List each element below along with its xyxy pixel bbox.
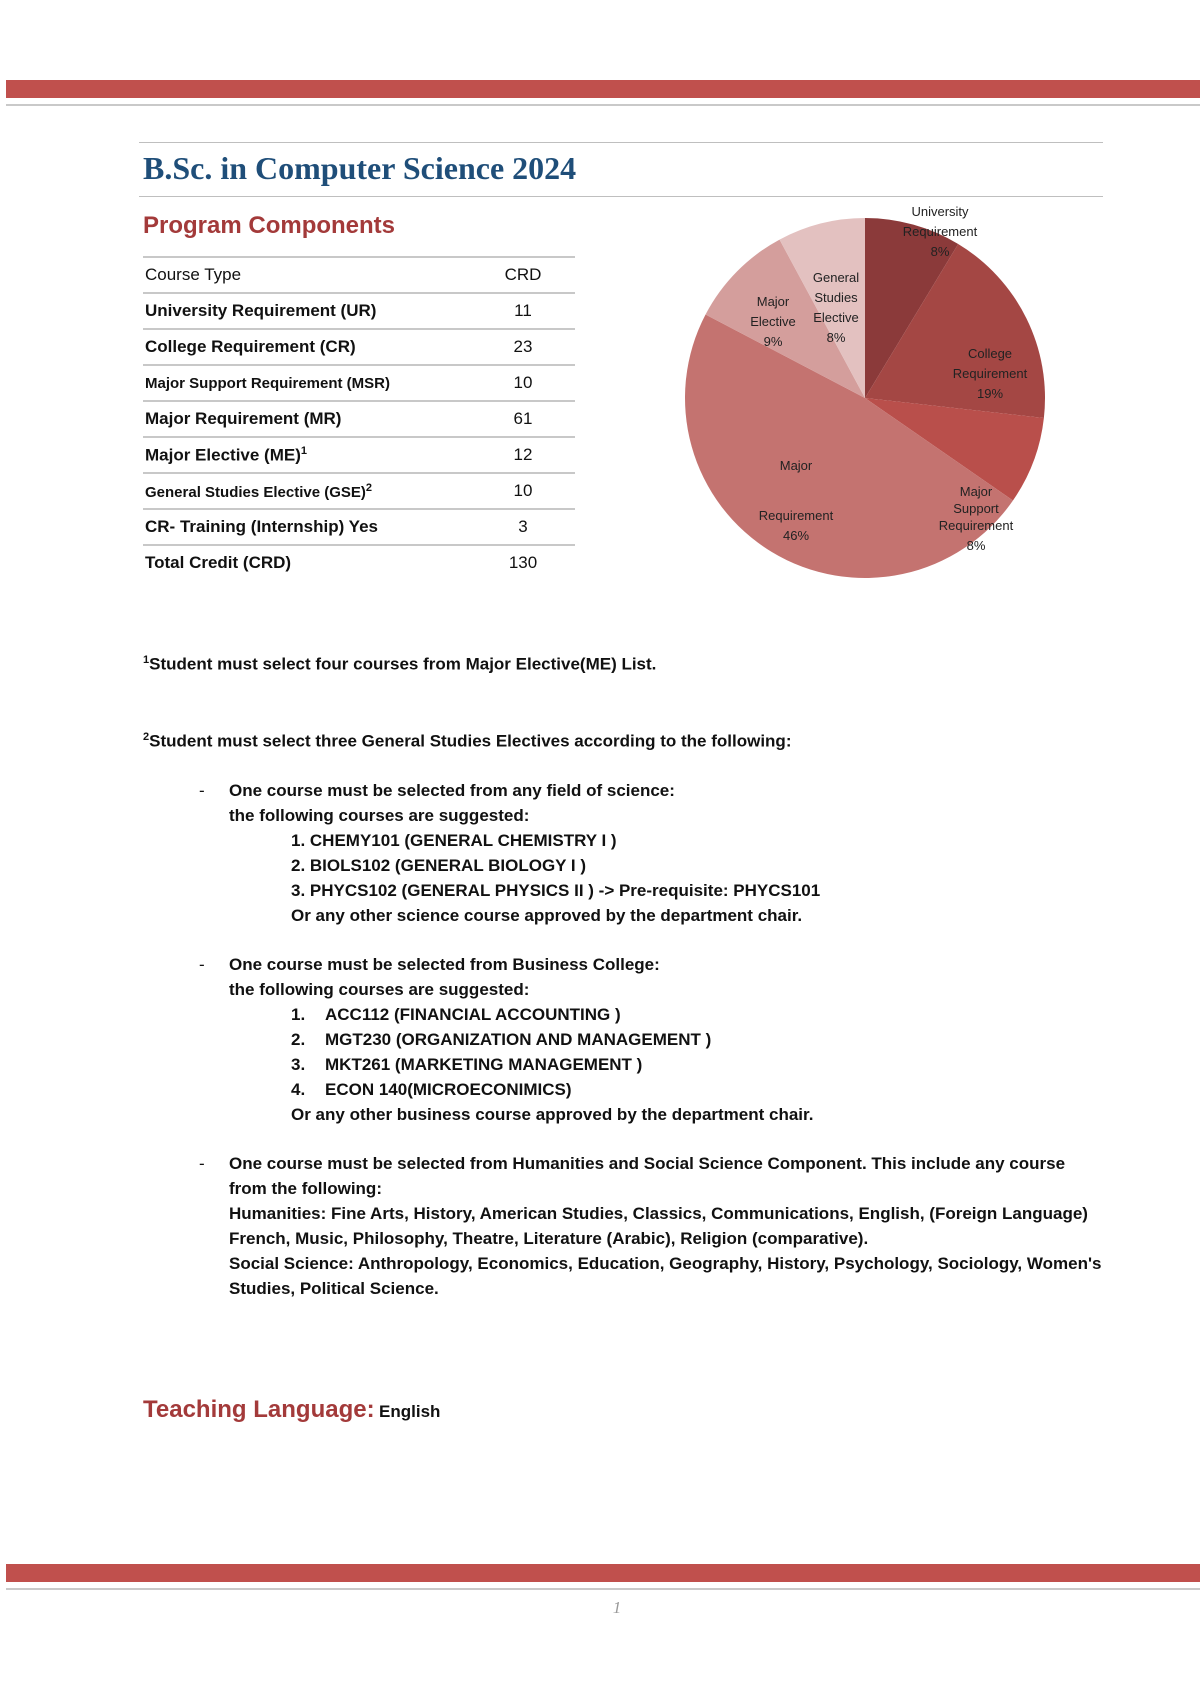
list-item — [229, 1027, 1103, 1052]
pie-slice-label: Major Elective 9% — [750, 294, 796, 349]
science-line-1: - One course must be selected from any field of science: — [229, 781, 675, 800]
row-name: Major Support Requirement (MSR) — [143, 365, 471, 401]
footnote-1-marker: 1 — [143, 654, 150, 666]
row-name — [143, 473, 471, 509]
list-number: 3. — [291, 1055, 306, 1074]
business-line-2: the following courses are suggested: — [229, 980, 530, 999]
list-number: 4. — [291, 1080, 306, 1099]
table-row — [143, 437, 575, 473]
table-row — [143, 473, 575, 509]
row-name-text: General Studies Elective (GSE) — [145, 483, 366, 501]
teaching-language-label: Teaching Language: — [143, 1396, 375, 1423]
column-header-course-type: Course Type — [143, 257, 471, 293]
list-text: ACC112 (FINANCIAL ACCOUNTING ) — [325, 1005, 621, 1024]
list-text: MKT261 (MARKETING MANAGEMENT ) — [325, 1055, 643, 1074]
pie-slice-label: General Studies Elective 8% — [812, 270, 860, 345]
list-text: ECON 140(MICROECONIMICS) — [325, 1080, 572, 1099]
humanities-intro: - One course must be selected from Humanities and Social Science Component. This include any course from the following: — [229, 1154, 1066, 1198]
list-item — [229, 1077, 1103, 1102]
list-item-humanities — [143, 1151, 1103, 1301]
table-row — [143, 509, 575, 545]
footnote-1-text: Student must select four courses from Major Elective(ME) List. — [149, 654, 657, 674]
list-item-business — [143, 952, 1103, 1127]
footnote-2 — [143, 731, 791, 752]
title-rule-top — [139, 142, 1103, 143]
science-course-list — [229, 828, 1103, 903]
header-band — [6, 80, 1200, 98]
footnote-marker: 2 — [365, 481, 373, 494]
table-row — [143, 401, 575, 437]
title-rule-bottom — [139, 196, 1103, 197]
teaching-language — [143, 1396, 440, 1424]
list-text: MGT230 (ORGANIZATION AND MANAGEMENT ) — [325, 1030, 712, 1049]
row-name: Total Credit (CRD) — [145, 553, 292, 572]
row-crd: 12 — [471, 437, 575, 473]
list-item — [229, 1002, 1103, 1027]
table-row — [143, 293, 575, 329]
list-item: 2. BIOLS102 (GENERAL BIOLOGY I ) — [291, 856, 587, 875]
row-crd: 11 — [471, 293, 575, 329]
business-approval-note: Or any other business course approved by the department chair. — [291, 1105, 814, 1124]
humanities-subjects: Humanities: Fine Arts, History, American Studies, Classics, Communications, English, (Foreign Language) French, Music, Philosophy, Theatre, Literature (Arabic), Religion (comparative). — [229, 1204, 1088, 1248]
row-name: Major Requirement (MR) — [143, 401, 471, 437]
footnote-1 — [143, 654, 656, 675]
row-crd: 10 — [471, 365, 575, 401]
page-title: B.Sc. in Computer Science 2024 — [143, 150, 577, 186]
business-line-1: - One course must be selected from Business College: — [229, 955, 660, 974]
list-item: 3. PHYCS102 (GENERAL PHYSICS II ) -> Pre-requisite: PHYCS101 — [291, 881, 821, 900]
science-approval-note: Or any other science course approved by the department chair. — [291, 906, 803, 925]
footnote-2-marker: 2 — [143, 731, 150, 743]
row-name — [143, 437, 471, 473]
section-title: Program Components — [143, 212, 396, 239]
pie-slice-label: Major Requirement 46% — [758, 458, 834, 543]
table-row — [143, 365, 575, 401]
gse-requirements-list — [143, 778, 1103, 1325]
program-components-table — [143, 256, 575, 580]
row-crd: 61 — [471, 401, 575, 437]
program-components-pie-chart — [672, 200, 1092, 620]
footnote-marker: 1 — [300, 444, 307, 457]
page-number: 1 — [612, 1598, 622, 1617]
list-item-science — [143, 778, 1103, 928]
row-crd: 130 — [508, 553, 538, 572]
row-crd: 10 — [471, 473, 575, 509]
teaching-language-value: English — [379, 1402, 441, 1421]
list-item: 1. CHEMY101 (GENERAL CHEMISTRY I ) — [291, 831, 617, 850]
footer-band — [6, 1564, 1200, 1582]
footnote-2-text: Student must select three General Studies Electives according to the following: — [149, 731, 792, 751]
header-rule — [6, 104, 1200, 106]
business-course-list — [229, 1002, 1103, 1102]
pie-slice-label: University Requirement 8% — [902, 204, 978, 259]
science-line-2: the following courses are suggested: — [229, 806, 530, 825]
row-crd: 23 — [471, 329, 575, 365]
table-row — [143, 545, 575, 580]
list-number: 2. — [291, 1030, 306, 1049]
pie-slice-label: College Requirement 19% — [952, 346, 1028, 401]
row-name: CR- Training (Internship) Yes — [143, 509, 471, 545]
pie-slice-label: Major Support Requirement 8% — [938, 484, 1014, 553]
footer-rule — [6, 1588, 1200, 1590]
social-science-subjects: Social Science: Anthropology, Economics, Education, Geography, History, Psychology, Sociology, Women's Studies, Political Science. — [229, 1254, 1102, 1298]
row-name: University Requirement (UR) — [143, 293, 471, 329]
table-row — [143, 329, 575, 365]
list-number: 1. — [291, 1005, 306, 1024]
table-header-row — [143, 257, 575, 293]
row-crd: 3 — [471, 509, 575, 545]
row-name: College Requirement (CR) — [143, 329, 471, 365]
list-item — [229, 1052, 1103, 1077]
column-header-crd: CRD — [471, 257, 575, 293]
row-name-text: Major Elective (ME) — [145, 445, 301, 465]
